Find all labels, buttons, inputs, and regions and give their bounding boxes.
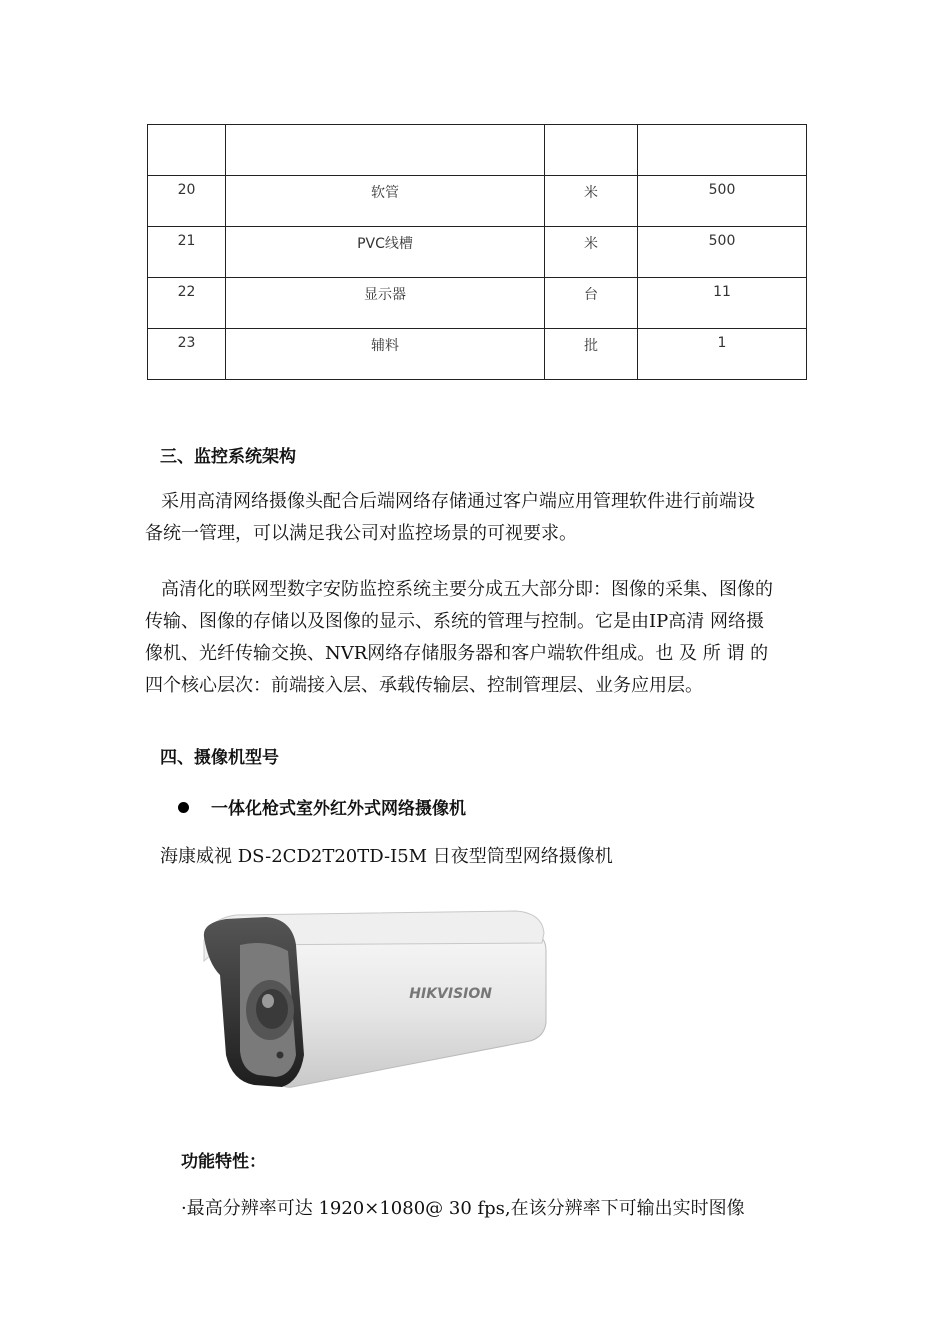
bullet-text: 一体化枪式室外红外式网络摄像机 [211,799,466,819]
table-cell-name [226,125,545,176]
section-3-paragraph-2 [145,574,807,702]
table-cell-no: 23 [148,329,226,380]
paragraph-line: 传输、图像的存储以及图像的显示、系统的管理与控制。它是由IP高清 网络摄 [145,611,764,632]
table-row [148,278,807,329]
table-row [148,125,807,176]
paragraph-line: 高清化的联网型数字安防监控系统主要分成五大部分即：图像的采集、图像的 [161,579,773,600]
table-cell-unit [545,125,638,176]
camera-image [196,905,548,1090]
paragraph-line: 采用高清网络摄像头配合后端网络存储通过客户端应用管理软件进行前端设 [161,491,755,512]
paragraph-line: 像机、光纤传输交换、NVR网络存储服务器和客户端软件组成。也 及 所 谓 的 [145,643,769,664]
paragraph-line: 四个核心层次：前端接入层、承载传输层、控制管理层、业务应用层。 [145,675,703,696]
section-3-paragraph-1 [145,486,807,550]
section-4-heading: 四、摄像机型号 [160,748,279,768]
table-cell-qty: 500 [638,176,807,227]
table-cell-name: 显示器 [226,278,545,329]
table-row [148,176,807,227]
table-cell-qty: 1 [638,329,807,380]
table-cell-no: 20 [148,176,226,227]
paragraph-line: 备统一管理，可以满足我公司对监控场景的可视要求。 [145,523,577,544]
table-cell-name: 软管 [226,176,545,227]
table-cell-qty: 11 [638,278,807,329]
table-cell-unit: 米 [545,227,638,278]
table-cell-no: 22 [148,278,226,329]
table-cell-name: 辅料 [226,329,545,380]
camera-model-text: 海康威视 DS-2CD2T20TD-I5M 日夜型筒型网络摄像机 [160,846,613,867]
section-3-heading: 三、监控系统架构 [160,447,296,467]
bullet-dot-icon [178,802,189,813]
table-cell-no: 21 [148,227,226,278]
table-cell-unit: 米 [545,176,638,227]
table-cell-unit: 台 [545,278,638,329]
feature-item: ·最高分辨率可达 1920×1080@ 30 fps,在该分辨率下可输出实时图像 [181,1198,745,1219]
brand-logo: HIKVISION [409,986,492,1002]
table-cell-unit: 批 [545,329,638,380]
features-heading: 功能特性： [181,1152,266,1172]
bullet-item [178,794,466,819]
table-cell-qty: 500 [638,227,807,278]
table-row [148,329,807,380]
materials-table [147,124,807,380]
table-cell-name: PVC线槽 [226,227,545,278]
table-cell-qty [638,125,807,176]
table-cell-no [148,125,226,176]
table-row [148,227,807,278]
